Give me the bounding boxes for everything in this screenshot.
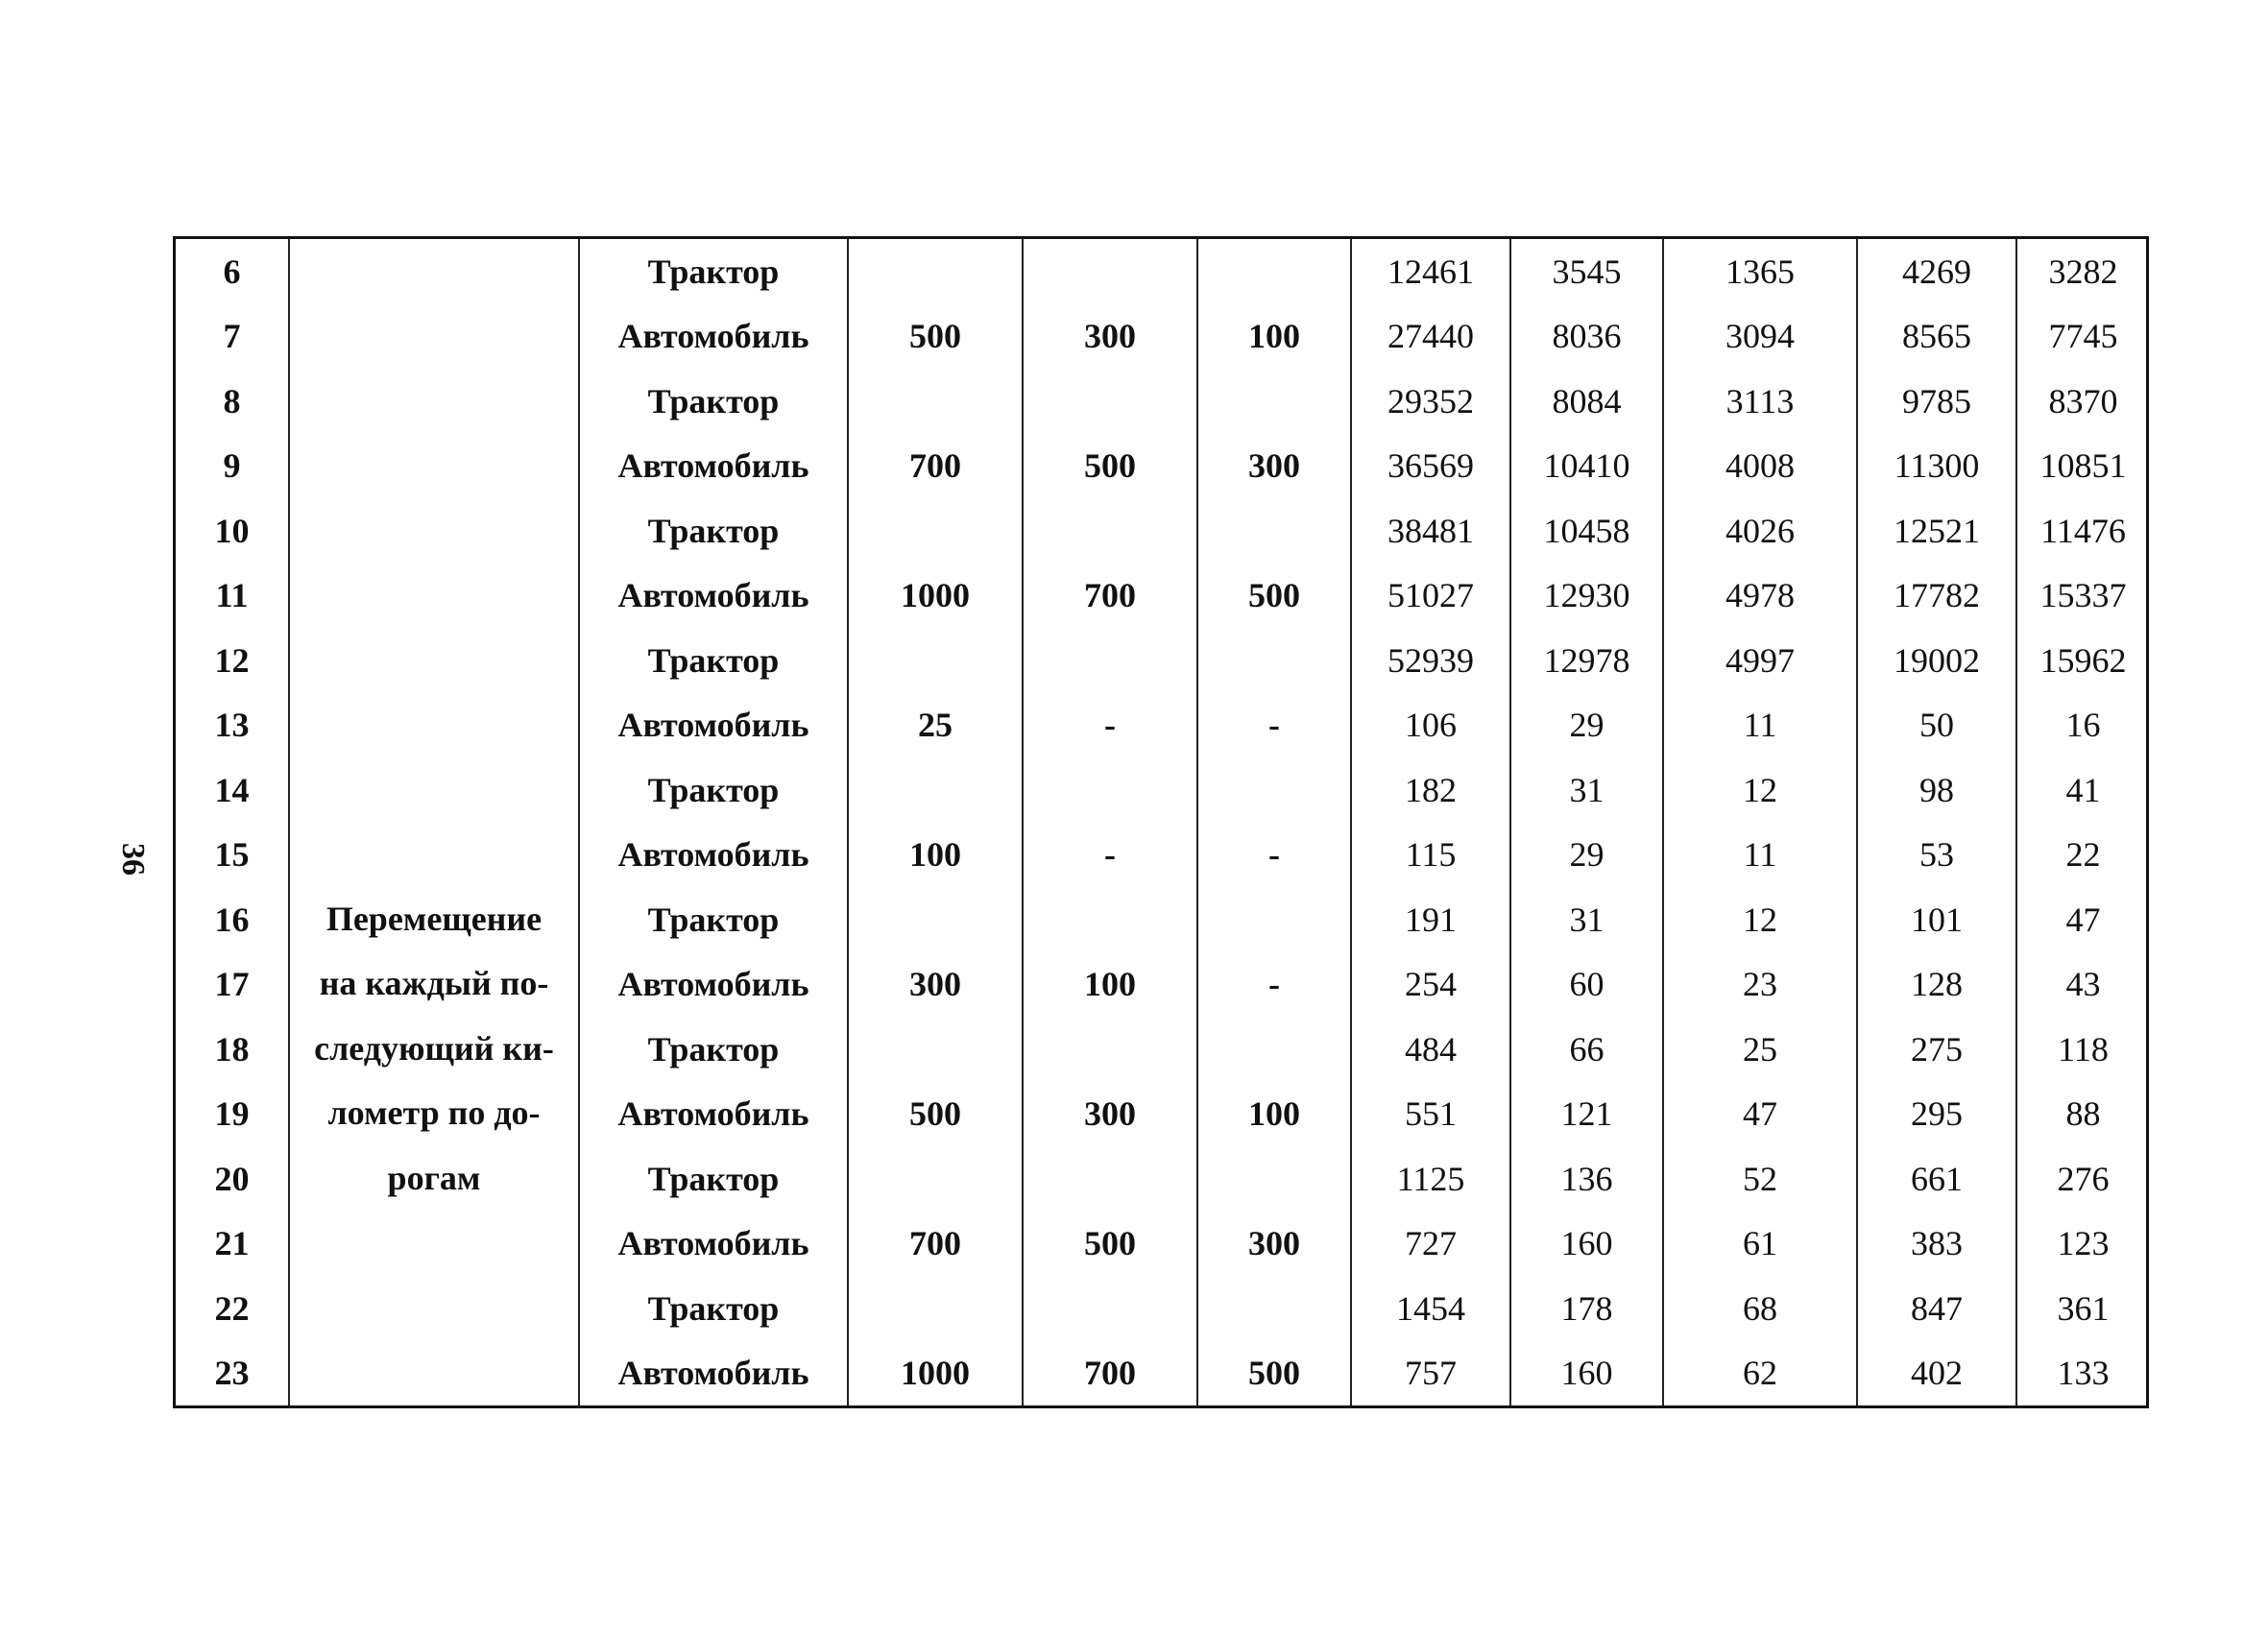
distance-2-cell: -: [1023, 823, 1197, 888]
distance-2-cell: [1023, 628, 1197, 693]
value-4-cell: 50: [1857, 693, 2016, 758]
value-2-cell: 8084: [1510, 369, 1663, 434]
distance-2-cell: 500: [1023, 434, 1197, 499]
value-3-cell: 11: [1663, 693, 1857, 758]
value-4-cell: 383: [1857, 1212, 2016, 1277]
distance-1-cell: 1000: [848, 564, 1023, 629]
row-number: 8: [223, 381, 241, 420]
value-3-cell: 4978: [1663, 564, 1857, 629]
value-5-cell: 15337: [2016, 564, 2149, 629]
distance-2-cell: [1023, 1276, 1197, 1341]
description-line: рогам: [387, 1158, 481, 1197]
value-4-cell: 8565: [1857, 304, 2016, 370]
distance-1-cell: [848, 239, 1023, 304]
value-3-cell: 3094: [1663, 304, 1857, 370]
value-1-cell: 29352: [1351, 369, 1510, 434]
value-5-cell: 3282: [2016, 239, 2149, 304]
distance-3-cell: [1197, 369, 1351, 434]
vehicle-type-cell: Трактор: [579, 887, 848, 952]
distance-2-cell: 300: [1023, 1082, 1197, 1147]
row-number: 9: [223, 446, 241, 486]
page-number: 36: [115, 843, 151, 876]
distance-1-cell: [848, 1276, 1023, 1341]
distance-3-cell: [1197, 1017, 1351, 1082]
distance-2-cell: 700: [1023, 1341, 1197, 1406]
row-number: 23: [214, 1354, 250, 1393]
distance-3-cell: [1197, 628, 1351, 693]
row-number: 20: [214, 1159, 250, 1198]
row-number: 15: [214, 835, 250, 875]
distance-2-cell: 100: [1023, 952, 1197, 1018]
value-5-cell: 15962: [2016, 628, 2149, 693]
value-1-cell: 38481: [1351, 498, 1510, 564]
distance-1-cell: 500: [848, 1082, 1023, 1147]
value-4-cell: 53: [1857, 823, 2016, 888]
value-1-cell: 182: [1351, 757, 1510, 823]
value-2-cell: 29: [1510, 823, 1663, 888]
distance-2-cell: 700: [1023, 564, 1197, 629]
value-3-cell: 23: [1663, 952, 1857, 1018]
value-4-cell: 4269: [1857, 239, 2016, 304]
distance-3-cell: [1197, 887, 1351, 952]
row-number: 11: [215, 576, 249, 615]
value-5-cell: 361: [2016, 1276, 2149, 1341]
value-3-cell: 4026: [1663, 498, 1857, 564]
value-5-cell: 47: [2016, 887, 2149, 952]
row-number: 10: [214, 511, 250, 550]
distance-3-cell: [1197, 498, 1351, 564]
description-line: следующий ки-: [314, 1028, 554, 1068]
value-3-cell: 52: [1663, 1146, 1857, 1212]
value-5-cell: 88: [2016, 1082, 2149, 1147]
value-4-cell: 402: [1857, 1341, 2016, 1406]
value-4-cell: 661: [1857, 1146, 2016, 1212]
distance-2-cell: [1023, 239, 1197, 304]
table-row: [176, 239, 2149, 304]
value-2-cell: 3545: [1510, 239, 1663, 304]
distance-2-cell: -: [1023, 693, 1197, 758]
value-4-cell: 275: [1857, 1017, 2016, 1082]
value-5-cell: 22: [2016, 823, 2149, 888]
value-5-cell: 8370: [2016, 369, 2149, 434]
distance-2-cell: 300: [1023, 304, 1197, 370]
value-5-cell: 11476: [2016, 498, 2149, 564]
value-5-cell: 118: [2016, 1017, 2149, 1082]
value-2-cell: 8036: [1510, 304, 1663, 370]
value-3-cell: 4008: [1663, 434, 1857, 499]
distance-3-cell: -: [1197, 952, 1351, 1018]
distance-1-cell: [848, 1017, 1023, 1082]
distance-1-cell: 500: [848, 304, 1023, 370]
distance-3-cell: [1197, 239, 1351, 304]
vehicle-type-cell: Автомобиль: [579, 304, 848, 370]
value-1-cell: 191: [1351, 887, 1510, 952]
distance-2-cell: [1023, 887, 1197, 952]
vehicle-type-cell: Автомобиль: [579, 1082, 848, 1147]
distance-2-cell: [1023, 757, 1197, 823]
value-4-cell: 98: [1857, 757, 2016, 823]
value-5-cell: 123: [2016, 1212, 2149, 1277]
distance-3-cell: [1197, 1146, 1351, 1212]
value-2-cell: 160: [1510, 1212, 1663, 1277]
vehicle-type-cell: Трактор: [579, 1276, 848, 1341]
value-3-cell: 1365: [1663, 239, 1857, 304]
row-number: 19: [214, 1094, 250, 1134]
description-line: лометр по до-: [327, 1093, 541, 1133]
table-body: [176, 239, 2149, 1405]
value-3-cell: 62: [1663, 1341, 1857, 1406]
row-number: 14: [214, 770, 250, 809]
value-4-cell: 9785: [1857, 369, 2016, 434]
vehicle-type-cell: Трактор: [579, 628, 848, 693]
distance-1-cell: 700: [848, 1212, 1023, 1277]
value-2-cell: 121: [1510, 1082, 1663, 1147]
row-number: 17: [214, 965, 250, 1004]
distance-1-cell: [848, 1146, 1023, 1212]
value-1-cell: 551: [1351, 1082, 1510, 1147]
description-cell: [289, 239, 579, 1405]
distance-2-cell: [1023, 498, 1197, 564]
distance-1-cell: [848, 369, 1023, 434]
value-5-cell: 16: [2016, 693, 2149, 758]
distance-3-cell: -: [1197, 693, 1351, 758]
value-2-cell: 12930: [1510, 564, 1663, 629]
value-1-cell: 1454: [1351, 1276, 1510, 1341]
vehicle-type-cell: Трактор: [579, 239, 848, 304]
vehicle-type-cell: Трактор: [579, 369, 848, 434]
vehicle-type-cell: Автомобиль: [579, 564, 848, 629]
value-3-cell: 47: [1663, 1082, 1857, 1147]
row-number: 18: [214, 1029, 250, 1069]
value-3-cell: 11: [1663, 823, 1857, 888]
data-table-frame: [173, 236, 2149, 1408]
distance-1-cell: 100: [848, 823, 1023, 888]
distance-3-cell: 100: [1197, 1082, 1351, 1147]
row-number: 7: [223, 317, 241, 356]
distance-1-cell: [848, 887, 1023, 952]
value-3-cell: 4997: [1663, 628, 1857, 693]
value-5-cell: 7745: [2016, 304, 2149, 370]
distance-1-cell: 700: [848, 434, 1023, 499]
value-4-cell: 847: [1857, 1276, 2016, 1341]
value-1-cell: 36569: [1351, 434, 1510, 499]
vehicle-type-cell: Автомобиль: [579, 434, 848, 499]
value-1-cell: 27440: [1351, 304, 1510, 370]
distance-1-cell: 25: [848, 693, 1023, 758]
description-text: [290, 887, 578, 1212]
value-4-cell: 101: [1857, 887, 2016, 952]
value-2-cell: 60: [1510, 952, 1663, 1018]
value-2-cell: 136: [1510, 1146, 1663, 1212]
distance-2-cell: [1023, 1146, 1197, 1212]
description-line: Перемещение: [326, 899, 543, 938]
row-number: 13: [214, 706, 250, 745]
distance-1-cell: [848, 757, 1023, 823]
value-2-cell: 160: [1510, 1341, 1663, 1406]
value-3-cell: 3113: [1663, 369, 1857, 434]
distance-2-cell: 500: [1023, 1212, 1197, 1277]
value-2-cell: 66: [1510, 1017, 1663, 1082]
value-1-cell: 115: [1351, 823, 1510, 888]
value-1-cell: 52939: [1351, 628, 1510, 693]
distance-3-cell: [1197, 757, 1351, 823]
distance-2-cell: [1023, 369, 1197, 434]
value-2-cell: 31: [1510, 757, 1663, 823]
value-4-cell: 17782: [1857, 564, 2016, 629]
value-1-cell: 12461: [1351, 239, 1510, 304]
value-4-cell: 128: [1857, 952, 2016, 1018]
value-1-cell: 1125: [1351, 1146, 1510, 1212]
value-1-cell: 106: [1351, 693, 1510, 758]
distance-2-cell: [1023, 1017, 1197, 1082]
row-number: 6: [223, 252, 241, 291]
value-3-cell: 61: [1663, 1212, 1857, 1277]
value-5-cell: 133: [2016, 1341, 2149, 1406]
vehicle-type-cell: Автомобиль: [579, 823, 848, 888]
value-5-cell: 41: [2016, 757, 2149, 823]
value-1-cell: 727: [1351, 1212, 1510, 1277]
vehicle-type-cell: Автомобиль: [579, 1341, 848, 1406]
description-line: на каждый по-: [319, 964, 549, 1003]
vehicle-type-cell: Трактор: [579, 1017, 848, 1082]
value-1-cell: 484: [1351, 1017, 1510, 1082]
distance-1-cell: [848, 498, 1023, 564]
value-1-cell: 757: [1351, 1341, 1510, 1406]
vehicle-type-cell: Автомобиль: [579, 693, 848, 758]
row-number: 22: [214, 1288, 250, 1328]
value-2-cell: 178: [1510, 1276, 1663, 1341]
value-3-cell: 25: [1663, 1017, 1857, 1082]
distance-3-cell: 500: [1197, 1341, 1351, 1406]
row-number: 12: [214, 640, 250, 680]
value-1-cell: 254: [1351, 952, 1510, 1018]
row-number: 21: [214, 1224, 250, 1263]
value-2-cell: 12978: [1510, 628, 1663, 693]
value-4-cell: 295: [1857, 1082, 2016, 1147]
distance-3-cell: 500: [1197, 564, 1351, 629]
distance-3-cell: -: [1197, 823, 1351, 888]
value-2-cell: 10410: [1510, 434, 1663, 499]
value-2-cell: 29: [1510, 693, 1663, 758]
distance-3-cell: [1197, 1276, 1351, 1341]
vehicle-type-cell: Трактор: [579, 1146, 848, 1212]
value-3-cell: 68: [1663, 1276, 1857, 1341]
row-number: 16: [214, 900, 250, 939]
distance-1-cell: 1000: [848, 1341, 1023, 1406]
data-table: [176, 239, 2149, 1405]
distance-3-cell: 300: [1197, 1212, 1351, 1277]
value-2-cell: 10458: [1510, 498, 1663, 564]
distance-1-cell: 300: [848, 952, 1023, 1018]
value-5-cell: 10851: [2016, 434, 2149, 499]
distance-3-cell: 300: [1197, 434, 1351, 499]
value-4-cell: 12521: [1857, 498, 2016, 564]
value-3-cell: 12: [1663, 757, 1857, 823]
vehicle-type-cell: Трактор: [579, 757, 848, 823]
value-5-cell: 43: [2016, 952, 2149, 1018]
value-2-cell: 31: [1510, 887, 1663, 952]
vehicle-type-cell: Автомобиль: [579, 1212, 848, 1277]
value-4-cell: 11300: [1857, 434, 2016, 499]
value-5-cell: 276: [2016, 1146, 2149, 1212]
distance-1-cell: [848, 628, 1023, 693]
value-1-cell: 51027: [1351, 564, 1510, 629]
value-4-cell: 19002: [1857, 628, 2016, 693]
value-3-cell: 12: [1663, 887, 1857, 952]
vehicle-type-cell: Автомобиль: [579, 952, 848, 1018]
vehicle-type-cell: Трактор: [579, 498, 848, 564]
distance-3-cell: 100: [1197, 304, 1351, 370]
